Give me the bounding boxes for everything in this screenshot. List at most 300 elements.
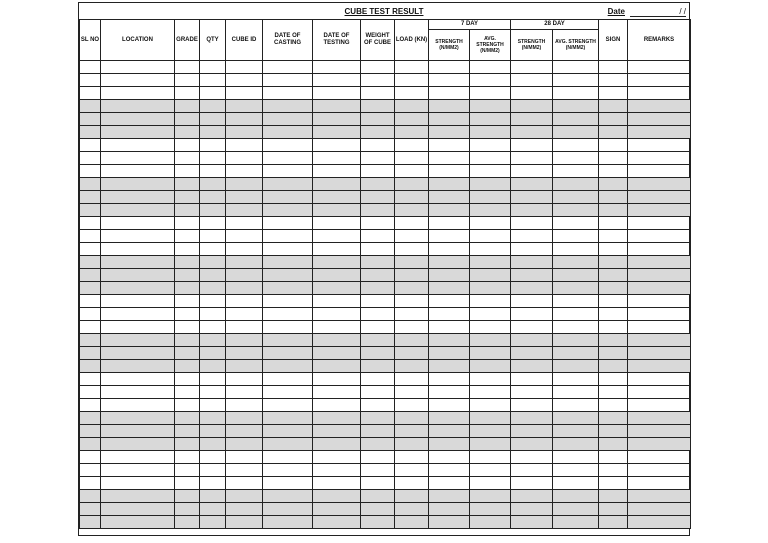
table-cell[interactable] <box>395 347 429 360</box>
table-cell[interactable] <box>361 451 395 464</box>
table-cell[interactable] <box>313 295 361 308</box>
table-cell[interactable] <box>599 399 628 412</box>
table-cell[interactable] <box>553 308 599 321</box>
table-cell[interactable] <box>470 321 511 334</box>
table-cell[interactable] <box>226 464 263 477</box>
table-cell[interactable] <box>511 516 553 529</box>
table-cell[interactable] <box>553 100 599 113</box>
table-cell[interactable] <box>101 204 175 217</box>
table-cell[interactable] <box>313 100 361 113</box>
table-cell[interactable] <box>101 243 175 256</box>
table-cell[interactable] <box>395 386 429 399</box>
table-cell[interactable] <box>263 191 313 204</box>
table-cell[interactable] <box>101 399 175 412</box>
table-cell[interactable] <box>628 334 691 347</box>
table-cell[interactable] <box>263 178 313 191</box>
table-cell[interactable] <box>80 165 101 178</box>
table-cell[interactable] <box>80 74 101 87</box>
table-cell[interactable] <box>361 503 395 516</box>
table-cell[interactable] <box>101 477 175 490</box>
table-cell[interactable] <box>361 295 395 308</box>
table-cell[interactable] <box>200 334 226 347</box>
table-cell[interactable] <box>599 321 628 334</box>
table-cell[interactable] <box>313 516 361 529</box>
table-cell[interactable] <box>263 282 313 295</box>
table-cell[interactable] <box>101 412 175 425</box>
table-cell[interactable] <box>470 425 511 438</box>
table-cell[interactable] <box>263 321 313 334</box>
table-cell[interactable] <box>175 360 200 373</box>
table-cell[interactable] <box>226 243 263 256</box>
table-cell[interactable] <box>511 360 553 373</box>
table-cell[interactable] <box>511 412 553 425</box>
table-cell[interactable] <box>263 295 313 308</box>
table-cell[interactable] <box>101 451 175 464</box>
table-cell[interactable] <box>80 204 101 217</box>
table-cell[interactable] <box>395 87 429 100</box>
table-cell[interactable] <box>361 464 395 477</box>
table-cell[interactable] <box>553 126 599 139</box>
table-cell[interactable] <box>511 100 553 113</box>
table-cell[interactable] <box>470 282 511 295</box>
table-cell[interactable] <box>470 360 511 373</box>
table-cell[interactable] <box>313 308 361 321</box>
table-cell[interactable] <box>628 204 691 217</box>
table-cell[interactable] <box>101 61 175 74</box>
table-cell[interactable] <box>628 74 691 87</box>
table-cell[interactable] <box>511 256 553 269</box>
table-cell[interactable] <box>628 425 691 438</box>
table-cell[interactable] <box>263 425 313 438</box>
table-cell[interactable] <box>175 74 200 87</box>
table-cell[interactable] <box>361 269 395 282</box>
table-cell[interactable] <box>263 113 313 126</box>
table-cell[interactable] <box>175 100 200 113</box>
table-cell[interactable] <box>553 451 599 464</box>
table-cell[interactable] <box>226 74 263 87</box>
table-cell[interactable] <box>361 243 395 256</box>
table-cell[interactable] <box>80 100 101 113</box>
table-cell[interactable] <box>470 269 511 282</box>
table-cell[interactable] <box>429 347 470 360</box>
date-field[interactable]: / / <box>630 3 686 17</box>
table-cell[interactable] <box>470 503 511 516</box>
table-cell[interactable] <box>101 308 175 321</box>
table-cell[interactable] <box>200 360 226 373</box>
table-cell[interactable] <box>429 113 470 126</box>
table-cell[interactable] <box>175 451 200 464</box>
table-cell[interactable] <box>200 347 226 360</box>
table-cell[interactable] <box>361 230 395 243</box>
table-cell[interactable] <box>553 347 599 360</box>
table-cell[interactable] <box>226 282 263 295</box>
table-cell[interactable] <box>553 152 599 165</box>
table-cell[interactable] <box>470 100 511 113</box>
table-cell[interactable] <box>226 152 263 165</box>
table-cell[interactable] <box>599 100 628 113</box>
table-cell[interactable] <box>470 126 511 139</box>
table-cell[interactable] <box>628 360 691 373</box>
table-cell[interactable] <box>361 61 395 74</box>
table-cell[interactable] <box>101 321 175 334</box>
table-cell[interactable] <box>313 256 361 269</box>
table-cell[interactable] <box>599 516 628 529</box>
table-cell[interactable] <box>80 217 101 230</box>
table-cell[interactable] <box>511 139 553 152</box>
table-cell[interactable] <box>361 360 395 373</box>
table-cell[interactable] <box>101 126 175 139</box>
table-cell[interactable] <box>80 451 101 464</box>
table-cell[interactable] <box>175 152 200 165</box>
table-cell[interactable] <box>101 360 175 373</box>
table-cell[interactable] <box>511 113 553 126</box>
table-cell[interactable] <box>80 347 101 360</box>
table-cell[interactable] <box>80 269 101 282</box>
table-cell[interactable] <box>101 191 175 204</box>
table-cell[interactable] <box>361 217 395 230</box>
table-cell[interactable] <box>599 451 628 464</box>
table-cell[interactable] <box>628 87 691 100</box>
table-cell[interactable] <box>599 490 628 503</box>
table-cell[interactable] <box>599 61 628 74</box>
table-cell[interactable] <box>429 451 470 464</box>
table-cell[interactable] <box>226 399 263 412</box>
table-cell[interactable] <box>553 282 599 295</box>
table-cell[interactable] <box>101 295 175 308</box>
table-cell[interactable] <box>263 230 313 243</box>
table-cell[interactable] <box>263 477 313 490</box>
table-cell[interactable] <box>175 191 200 204</box>
table-cell[interactable] <box>511 451 553 464</box>
table-cell[interactable] <box>313 191 361 204</box>
table-cell[interactable] <box>313 113 361 126</box>
table-cell[interactable] <box>361 347 395 360</box>
table-cell[interactable] <box>628 256 691 269</box>
table-cell[interactable] <box>511 152 553 165</box>
table-cell[interactable] <box>429 256 470 269</box>
table-cell[interactable] <box>429 126 470 139</box>
table-cell[interactable] <box>628 490 691 503</box>
table-cell[interactable] <box>470 74 511 87</box>
table-cell[interactable] <box>226 516 263 529</box>
table-cell[interactable] <box>599 178 628 191</box>
table-cell[interactable] <box>395 334 429 347</box>
table-cell[interactable] <box>470 295 511 308</box>
table-cell[interactable] <box>175 178 200 191</box>
table-cell[interactable] <box>226 295 263 308</box>
table-cell[interactable] <box>470 334 511 347</box>
table-cell[interactable] <box>511 464 553 477</box>
table-cell[interactable] <box>429 477 470 490</box>
table-cell[interactable] <box>175 399 200 412</box>
table-cell[interactable] <box>175 256 200 269</box>
table-cell[interactable] <box>80 152 101 165</box>
table-cell[interactable] <box>511 178 553 191</box>
table-cell[interactable] <box>553 217 599 230</box>
table-cell[interactable] <box>200 438 226 451</box>
table-cell[interactable] <box>429 243 470 256</box>
table-cell[interactable] <box>80 308 101 321</box>
table-cell[interactable] <box>511 334 553 347</box>
table-cell[interactable] <box>80 243 101 256</box>
table-cell[interactable] <box>628 191 691 204</box>
table-cell[interactable] <box>395 61 429 74</box>
table-cell[interactable] <box>511 321 553 334</box>
table-cell[interactable] <box>361 113 395 126</box>
table-cell[interactable] <box>80 360 101 373</box>
table-cell[interactable] <box>511 217 553 230</box>
table-cell[interactable] <box>226 503 263 516</box>
table-cell[interactable] <box>200 321 226 334</box>
table-cell[interactable] <box>263 139 313 152</box>
table-cell[interactable] <box>628 308 691 321</box>
table-cell[interactable] <box>511 87 553 100</box>
table-cell[interactable] <box>553 74 599 87</box>
table-cell[interactable] <box>80 282 101 295</box>
table-cell[interactable] <box>101 373 175 386</box>
table-cell[interactable] <box>175 425 200 438</box>
table-cell[interactable] <box>395 412 429 425</box>
table-cell[interactable] <box>429 516 470 529</box>
table-cell[interactable] <box>470 191 511 204</box>
table-cell[interactable] <box>628 178 691 191</box>
table-cell[interactable] <box>80 477 101 490</box>
table-cell[interactable] <box>628 113 691 126</box>
table-cell[interactable] <box>553 399 599 412</box>
table-cell[interactable] <box>101 425 175 438</box>
table-cell[interactable] <box>429 230 470 243</box>
table-cell[interactable] <box>553 425 599 438</box>
table-cell[interactable] <box>553 516 599 529</box>
table-cell[interactable] <box>599 308 628 321</box>
table-cell[interactable] <box>263 256 313 269</box>
table-cell[interactable] <box>80 139 101 152</box>
table-cell[interactable] <box>395 399 429 412</box>
table-cell[interactable] <box>226 139 263 152</box>
table-cell[interactable] <box>361 373 395 386</box>
table-cell[interactable] <box>553 256 599 269</box>
table-cell[interactable] <box>175 386 200 399</box>
table-cell[interactable] <box>395 516 429 529</box>
table-cell[interactable] <box>226 477 263 490</box>
table-cell[interactable] <box>361 477 395 490</box>
table-cell[interactable] <box>628 139 691 152</box>
table-cell[interactable] <box>175 490 200 503</box>
table-cell[interactable] <box>395 230 429 243</box>
table-cell[interactable] <box>200 61 226 74</box>
table-cell[interactable] <box>511 490 553 503</box>
table-cell[interactable] <box>313 373 361 386</box>
table-cell[interactable] <box>226 269 263 282</box>
table-cell[interactable] <box>200 230 226 243</box>
table-cell[interactable] <box>429 269 470 282</box>
table-cell[interactable] <box>313 451 361 464</box>
table-cell[interactable] <box>80 113 101 126</box>
table-cell[interactable] <box>101 230 175 243</box>
table-cell[interactable] <box>599 126 628 139</box>
table-cell[interactable] <box>395 126 429 139</box>
table-cell[interactable] <box>226 100 263 113</box>
table-cell[interactable] <box>395 438 429 451</box>
table-cell[interactable] <box>511 243 553 256</box>
table-cell[interactable] <box>263 490 313 503</box>
table-cell[interactable] <box>429 295 470 308</box>
table-cell[interactable] <box>395 256 429 269</box>
table-cell[interactable] <box>361 152 395 165</box>
table-cell[interactable] <box>226 230 263 243</box>
table-cell[interactable] <box>628 438 691 451</box>
table-cell[interactable] <box>553 360 599 373</box>
table-cell[interactable] <box>263 126 313 139</box>
table-cell[interactable] <box>429 152 470 165</box>
table-cell[interactable] <box>226 334 263 347</box>
table-cell[interactable] <box>628 503 691 516</box>
table-cell[interactable] <box>80 412 101 425</box>
table-cell[interactable] <box>361 165 395 178</box>
table-cell[interactable] <box>200 399 226 412</box>
table-cell[interactable] <box>80 386 101 399</box>
table-cell[interactable] <box>200 126 226 139</box>
table-cell[interactable] <box>395 243 429 256</box>
table-cell[interactable] <box>628 295 691 308</box>
table-cell[interactable] <box>101 100 175 113</box>
table-cell[interactable] <box>429 373 470 386</box>
table-cell[interactable] <box>200 100 226 113</box>
table-cell[interactable] <box>175 412 200 425</box>
table-cell[interactable] <box>226 412 263 425</box>
table-cell[interactable] <box>200 308 226 321</box>
table-cell[interactable] <box>511 373 553 386</box>
table-cell[interactable] <box>553 438 599 451</box>
table-cell[interactable] <box>101 490 175 503</box>
table-cell[interactable] <box>175 87 200 100</box>
table-cell[interactable] <box>263 87 313 100</box>
table-cell[interactable] <box>511 282 553 295</box>
table-cell[interactable] <box>313 347 361 360</box>
table-cell[interactable] <box>511 503 553 516</box>
table-cell[interactable] <box>263 61 313 74</box>
table-cell[interactable] <box>263 464 313 477</box>
table-cell[interactable] <box>101 165 175 178</box>
table-cell[interactable] <box>313 399 361 412</box>
table-cell[interactable] <box>175 139 200 152</box>
table-cell[interactable] <box>200 191 226 204</box>
table-cell[interactable] <box>553 373 599 386</box>
table-cell[interactable] <box>200 243 226 256</box>
table-cell[interactable] <box>511 204 553 217</box>
table-cell[interactable] <box>395 74 429 87</box>
table-cell[interactable] <box>80 321 101 334</box>
table-cell[interactable] <box>361 516 395 529</box>
table-cell[interactable] <box>226 256 263 269</box>
table-cell[interactable] <box>200 425 226 438</box>
table-cell[interactable] <box>429 178 470 191</box>
table-cell[interactable] <box>361 282 395 295</box>
table-cell[interactable] <box>313 243 361 256</box>
table-cell[interactable] <box>599 503 628 516</box>
table-cell[interactable] <box>599 191 628 204</box>
table-cell[interactable] <box>101 386 175 399</box>
table-cell[interactable] <box>429 386 470 399</box>
table-cell[interactable] <box>395 295 429 308</box>
table-cell[interactable] <box>226 347 263 360</box>
table-cell[interactable] <box>101 74 175 87</box>
table-cell[interactable] <box>80 399 101 412</box>
table-cell[interactable] <box>226 178 263 191</box>
table-cell[interactable] <box>395 100 429 113</box>
table-cell[interactable] <box>263 360 313 373</box>
table-cell[interactable] <box>511 399 553 412</box>
table-cell[interactable] <box>101 516 175 529</box>
table-cell[interactable] <box>470 152 511 165</box>
table-cell[interactable] <box>395 477 429 490</box>
table-cell[interactable] <box>80 490 101 503</box>
table-cell[interactable] <box>80 438 101 451</box>
table-cell[interactable] <box>395 464 429 477</box>
table-cell[interactable] <box>313 61 361 74</box>
table-cell[interactable] <box>226 191 263 204</box>
table-cell[interactable] <box>395 490 429 503</box>
table-cell[interactable] <box>429 100 470 113</box>
table-cell[interactable] <box>599 139 628 152</box>
table-cell[interactable] <box>429 217 470 230</box>
table-cell[interactable] <box>200 477 226 490</box>
table-cell[interactable] <box>80 464 101 477</box>
table-cell[interactable] <box>175 230 200 243</box>
table-cell[interactable] <box>313 230 361 243</box>
table-cell[interactable] <box>470 87 511 100</box>
table-cell[interactable] <box>361 490 395 503</box>
table-cell[interactable] <box>599 152 628 165</box>
table-cell[interactable] <box>263 243 313 256</box>
table-cell[interactable] <box>175 282 200 295</box>
table-cell[interactable] <box>101 438 175 451</box>
table-cell[interactable] <box>226 386 263 399</box>
table-cell[interactable] <box>313 477 361 490</box>
table-cell[interactable] <box>175 217 200 230</box>
table-cell[interactable] <box>599 217 628 230</box>
table-cell[interactable] <box>395 373 429 386</box>
table-cell[interactable] <box>313 334 361 347</box>
table-cell[interactable] <box>429 321 470 334</box>
table-cell[interactable] <box>429 438 470 451</box>
table-cell[interactable] <box>599 334 628 347</box>
table-cell[interactable] <box>175 243 200 256</box>
table-cell[interactable] <box>470 477 511 490</box>
table-cell[interactable] <box>599 165 628 178</box>
table-cell[interactable] <box>361 100 395 113</box>
table-cell[interactable] <box>226 360 263 373</box>
table-cell[interactable] <box>313 178 361 191</box>
table-cell[interactable] <box>175 477 200 490</box>
table-cell[interactable] <box>553 178 599 191</box>
table-cell[interactable] <box>361 425 395 438</box>
table-cell[interactable] <box>80 178 101 191</box>
table-cell[interactable] <box>395 425 429 438</box>
table-cell[interactable] <box>429 87 470 100</box>
table-cell[interactable] <box>553 334 599 347</box>
table-cell[interactable] <box>226 87 263 100</box>
table-cell[interactable] <box>175 308 200 321</box>
table-cell[interactable] <box>553 87 599 100</box>
table-cell[interactable] <box>511 165 553 178</box>
table-cell[interactable] <box>429 308 470 321</box>
table-cell[interactable] <box>599 256 628 269</box>
table-cell[interactable] <box>429 503 470 516</box>
table-cell[interactable] <box>313 503 361 516</box>
table-cell[interactable] <box>200 464 226 477</box>
table-cell[interactable] <box>200 269 226 282</box>
